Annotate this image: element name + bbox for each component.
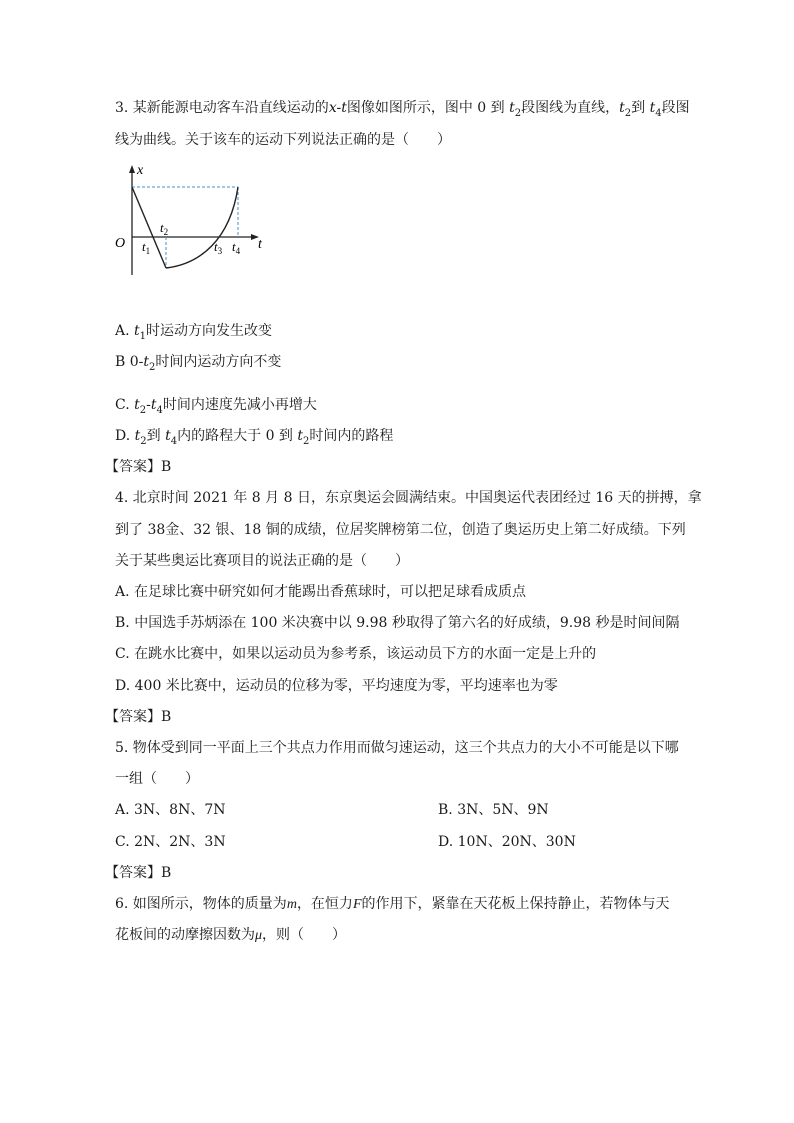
q5-stem-line2: 一组（ ） xyxy=(115,771,199,787)
xt-graph-figure xyxy=(110,160,280,285)
q6-stem-line1: 6. 如图所示，物体的质量为m，在恒力F的作用下，紧靠在天花板上保持静止，若物体与天 xyxy=(115,896,670,912)
x-axis-arrow-icon xyxy=(129,165,135,173)
q3-stem-line2: 线为曲线。关于该车的运动下列说法正确的是（ ） xyxy=(115,132,451,148)
q4-stem-line1: 4. 北京时间 2021 年 8 月 8 日，东京奥运会圆满结束。中国奥运代表团经过 16 天的拼搏，拿 xyxy=(115,490,702,506)
t4-label: $t_4$ xyxy=(232,239,241,256)
q3-option-a: A. $t_1$时运动方向发生改变 xyxy=(115,323,273,342)
q5-option-c: C. 2N、2N、3N xyxy=(115,834,226,850)
q5-answer: 【答案】B xyxy=(105,865,172,881)
curve-t2-t4 xyxy=(166,187,238,268)
q4-option-d: D. 400 米比赛中，运动员的位移为零，平均速度为零，平均速率也为零 xyxy=(115,678,558,694)
q5-option-d: D. 10N、20N、30N xyxy=(438,834,576,850)
q5-option-a: A. 3N、8N、7N xyxy=(115,802,226,818)
t2-label: $t_2$ xyxy=(160,220,169,237)
q3-option-c: C. $t_2-t_4$时间内速度先减小再增大 xyxy=(115,397,317,416)
q4-stem-line3: 关于某些奥运比赛项目的说法正确的是（ ） xyxy=(115,553,409,569)
q5-option-b: B. 3N、5N、9N xyxy=(438,802,549,818)
q4-answer: 【答案】B xyxy=(105,709,172,725)
q4-option-c: C. 在跳水比赛中，如果以运动员为参考系，该运动员下方的水面一定是上升的 xyxy=(115,646,597,662)
q3-option-b: B $0-t_2$时间内运动方向不变 xyxy=(115,354,282,373)
q4-option-a: A. 在足球比赛中研究如何才能踢出香蕉球时，可以把足球看成质点 xyxy=(115,584,527,600)
q3-answer: 【答案】B xyxy=(105,459,172,475)
origin-label: O xyxy=(115,236,126,251)
q3-stem-line1: 3. 某新能源电动客车沿直线运动的x-t图像如图所示，图中 0 到 $t_2$段图线为直线，$t_2$到 $t_4$段图 xyxy=(115,100,690,119)
q4-option-b: B. 中国选手苏炳添在 100 米决赛中以 9.98 秒取得了第六名的好成绩，9.98 秒是时间间隔 xyxy=(115,615,680,631)
q6-stem-line2: 花板间的动摩擦因数为μ，则（ ） xyxy=(115,927,347,943)
q4-stem-line2: 到了 38金、32 银、18 铜的成绩，位居奖牌榜第二位，创造了奥运历史上第二好成绩。下列 xyxy=(115,522,686,538)
t3-label: $t_3$ xyxy=(214,239,223,256)
t-axis-label: t xyxy=(258,237,262,252)
q5-stem-line1: 5. 物体受到同一平面上三个共点力作用而做匀速运动，这三个共点力的大小不可能是以下哪 xyxy=(115,740,679,756)
x-axis-label: x xyxy=(137,163,144,178)
q3-option-d: D. $t_2$到 $t_4$内的路程大于 0 到 $t_2$时间内的路程 xyxy=(115,428,394,447)
t1-label: $t_1$ xyxy=(142,239,151,256)
